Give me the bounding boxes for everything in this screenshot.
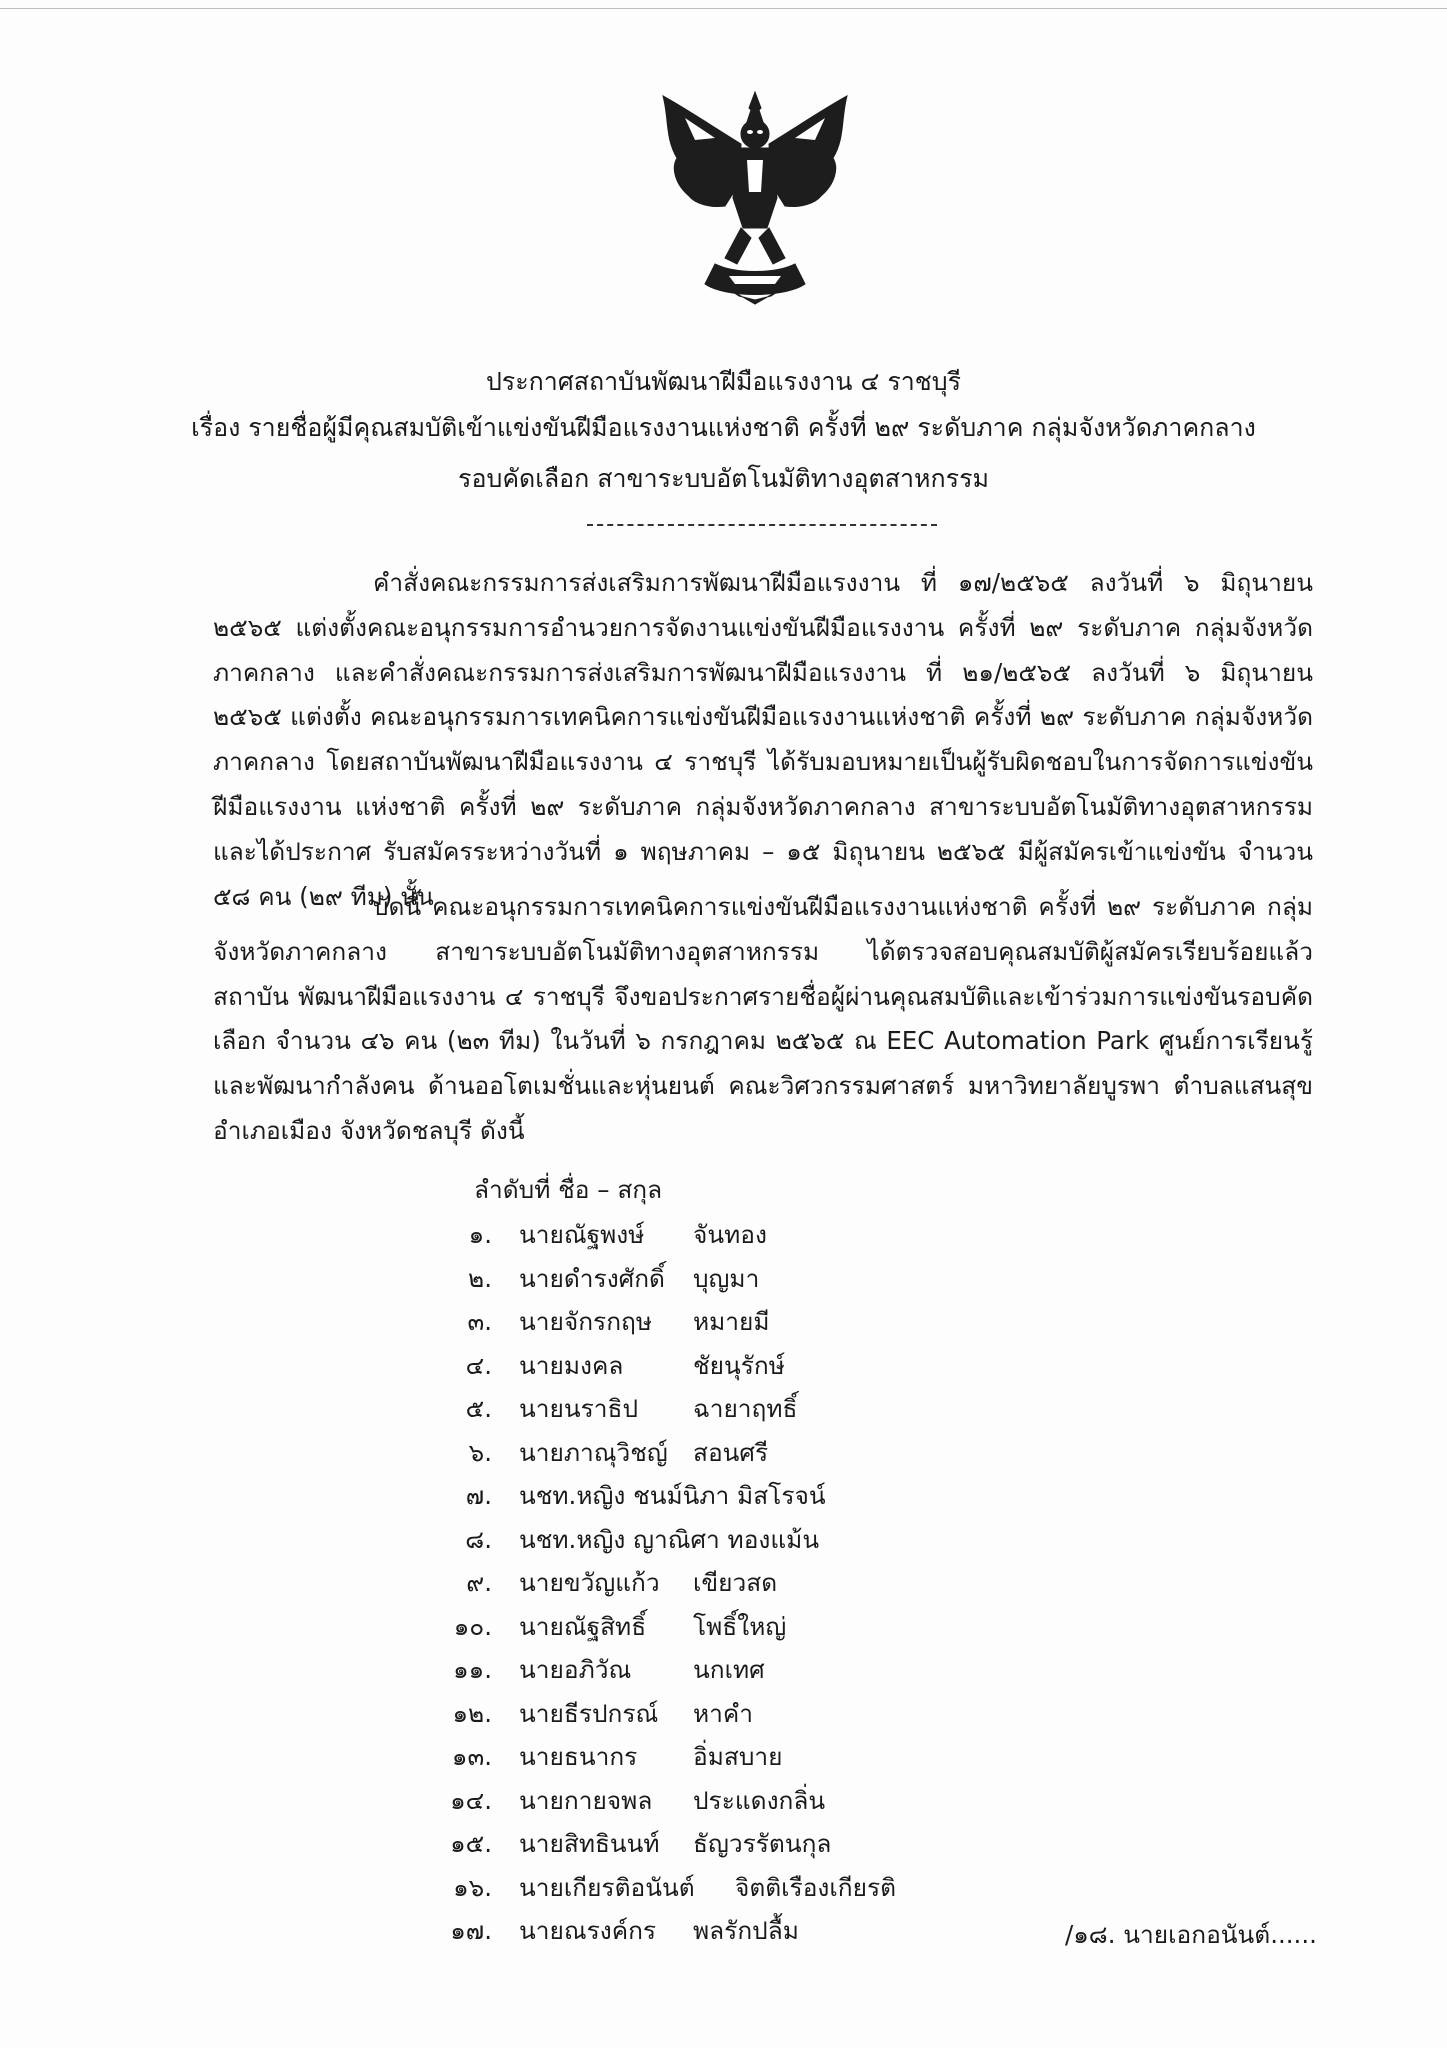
list-item-number: ๑๑. [453,1655,492,1684]
list-item-number: ๗. [465,1481,492,1510]
list-item-number: ๑๕. [450,1829,492,1858]
list-item-number: ๑๖. [453,1872,492,1902]
list-item-surname: เขียวสด [693,1568,778,1597]
list-item-number: ๒. [468,1263,492,1293]
title-divider [587,524,937,526]
list-item-surname: สอนศรี [693,1437,769,1467]
list-item-surname: ชัยนุรักษ์ [693,1350,785,1380]
list-item-name: นชท.หญิง ญาณิศา ทองแม้น [519,1524,820,1554]
list-item-name: นายขวัญแก้ว [519,1568,660,1597]
list-item-number: ๑๗. [450,1916,492,1945]
announcement-subject: เรื่อง รายชื่อผู้มีคุณสมบัติเข้าแข่งขันฝีมือแรงงานแห่งชาติ ครั้งที่ ๒๙ ระดับภาค กลุ่มจังหวัดภาคกลาง [191,413,1256,442]
list-item [0,1866,1447,1909]
list-item-number: ๔. [465,1350,492,1380]
list-item-name: นายนราธิป [519,1394,639,1423]
body-paragraph-1: คำสั่งคณะกรรมการส่งเสริมการพัฒนาฝีมือแรงงาน ที่ ๑๗/๒๕๖๕ ลงวันที่ ๖ มิถุนายน ๒๕๖๕ แต่งตั้งคณะอนุกรรมการอำนวยการจัดงานแข่งขันฝีมือแรงงาน ครั้งที่ ๒๙ ระดับภาค กลุ่มจังหวัดภาคกลาง และคำสั่งคณะกรรมการส่งเสริมการพัฒนาฝีมือแรงงาน ที่ ๒๑/๒๕๖๕ ลงวันที่ ๖ มิถุนายน ๒๕๖๕ แต่งตั้ง คณะอนุกรรมการเทคนิคการแข่งขันฝีมือแรงงานแห่งชาติ ครั้งที่ ๒๙ ระดับภาค กลุ่มจังหวัดภาคกลาง โดยสถาบันพัฒนาฝีมือแรงงาน ๔ ราชบุรี ได้รับมอบหมายเป็นผู้รับผิดชอบในการจัดการแข่งขันฝีมือแรงงาน แห่งชาติ ครั้งที่ ๒๙ ระดับภาค กลุ่มจังหวัดภาคกลาง สาขาระบบอัตโนมัติทางอุตสาหกรรม และได้ประกาศ รับสมัครระหว่างวันที่ ๑ พฤษภาคม – ๑๕ มิถุนายน ๒๕๖๕ มีผู้สมัครเข้าแข่งขัน จำนวน ๕๘ คน (๒๙ ทีม) นั้น [213,568,1313,911]
list-item [0,1213,1447,1256]
list-item-name: นายณัฐสิทธิ์ [519,1611,647,1641]
list-item [0,1735,1447,1778]
page-top-rule [0,8,1447,9]
list-item [0,1692,1447,1735]
list-item-number: ๙. [466,1568,492,1597]
list-item-name: นายณัฐพงษ์ [519,1220,645,1249]
list-item-name: นชท.หญิง ชนม์นิภา มิสโรจน์ [519,1481,826,1510]
list-item-number: ๕. [465,1394,492,1423]
list-header: ลำดับที่ ชื่อ – สกุล [474,1175,663,1204]
list-item-surname: ฉายาฤทธิ์ [693,1394,798,1423]
list-item [0,1648,1447,1691]
list-item-name: นายกายจพล [519,1785,653,1815]
list-item [0,1344,1447,1387]
list-item-name: นายธีรปกรณ์ [519,1698,659,1728]
list-item-surname: จิตติเรืองเกียรติ [735,1872,897,1902]
list-item-surname: หมายมี [693,1307,770,1336]
list-item [0,1779,1447,1822]
list-item-surname: ธัญวรรัตนกุล [693,1829,832,1858]
list-item-name: นายอภิวัณ [519,1655,632,1684]
list-item [0,1387,1447,1430]
list-item [0,1822,1447,1865]
list-item-name: นายดำรงศักดิ์ [519,1263,665,1293]
list-item-surname: พลรักปลื้ม [693,1916,799,1945]
list-item [0,1431,1447,1474]
announcement-title: ประกาศสถาบันพัฒนาฝีมือแรงงาน ๔ ราชบุรี [485,367,962,396]
list-item-name: นายเกียรติอนันต์ [519,1872,695,1902]
list-item [0,1300,1447,1343]
continuation-note: /๑๘. นายเอกอนันต์...... [1065,1920,1317,1949]
list-item [0,1257,1447,1300]
list-item-number: ๖. [468,1437,492,1467]
list-item-name: นายมงคล [519,1350,624,1380]
list-item-surname: ประแดงกลิ่น [693,1785,826,1815]
list-item-surname: นกเทศ [693,1655,765,1684]
list-item-surname: หาคำ [693,1698,754,1728]
body-paragraph-2: บัดนี้ คณะอนุกรรมการเทคนิคการแข่งขันฝีมือแรงงานแห่งชาติ ครั้งที่ ๒๙ ระดับภาค กลุ่มจังหวัดภาคกลาง สาขาระบบอัตโนมัติทางอุตสาหกรรม ได้ตรวจสอบคุณสมบัติผู้สมัครเรียบร้อยแล้ว สถาบัน พัฒนาฝีมือแรงงาน ๔ ราชบุรี จึงขอประกาศรายชื่อผู้ผ่านคุณสมบัติและเข้าร่วมการแข่งขันรอบคัดเลือก จำนวน ๔๖ คน (๒๓ ทีม) ในวันที่ ๖ กรกฎาคม ๒๕๖๕ ณ EEC Automation Park ศูนย์การเรียนรู้และพัฒนากำลังคน ด้านออโตเมชั่นและหุ่นยนต์ คณะวิศวกรรมศาสตร์ มหาวิทยาลัยบูรพา ตำบลแสนสุข อำเภอเมือง จังหวัดชลบุรี ดังนี้ [213,892,1313,1145]
list-item-number: ๑๓. [451,1742,492,1771]
list-item-number: ๓. [467,1307,492,1336]
garuda-emblem-icon [655,88,855,306]
list-item-name: นายภาณุวิชญ์ [519,1437,668,1467]
list-item-surname: อิ่มสบาย [693,1742,783,1771]
list-item-name: นายธนากร [519,1742,638,1771]
list-item-name: นายณรงค์กร [519,1916,657,1945]
list-item-surname: โพธิ์ใหญ่ [693,1611,787,1641]
list-item-surname: จันทอง [693,1220,767,1249]
list-item-name: นายจักรกฤษ [519,1307,653,1336]
list-item-surname: บุญมา [693,1263,760,1293]
announcement-round: รอบคัดเลือก สาขาระบบอัตโนมัติทางอุตสาหกรรม [458,464,989,493]
list-item-number: ๑๔. [450,1785,492,1815]
list-item-number: ๑๒. [452,1698,492,1728]
list-item [0,1518,1447,1561]
list-item [0,1605,1447,1648]
list-item-number: ๑. [468,1220,492,1249]
list-item [0,1561,1447,1604]
list-item [0,1474,1447,1517]
list-item-number: ๘. [465,1524,492,1554]
list-item-name: นายสิทธินนท์ [519,1829,660,1858]
list-item-number: ๑๐. [453,1611,492,1641]
